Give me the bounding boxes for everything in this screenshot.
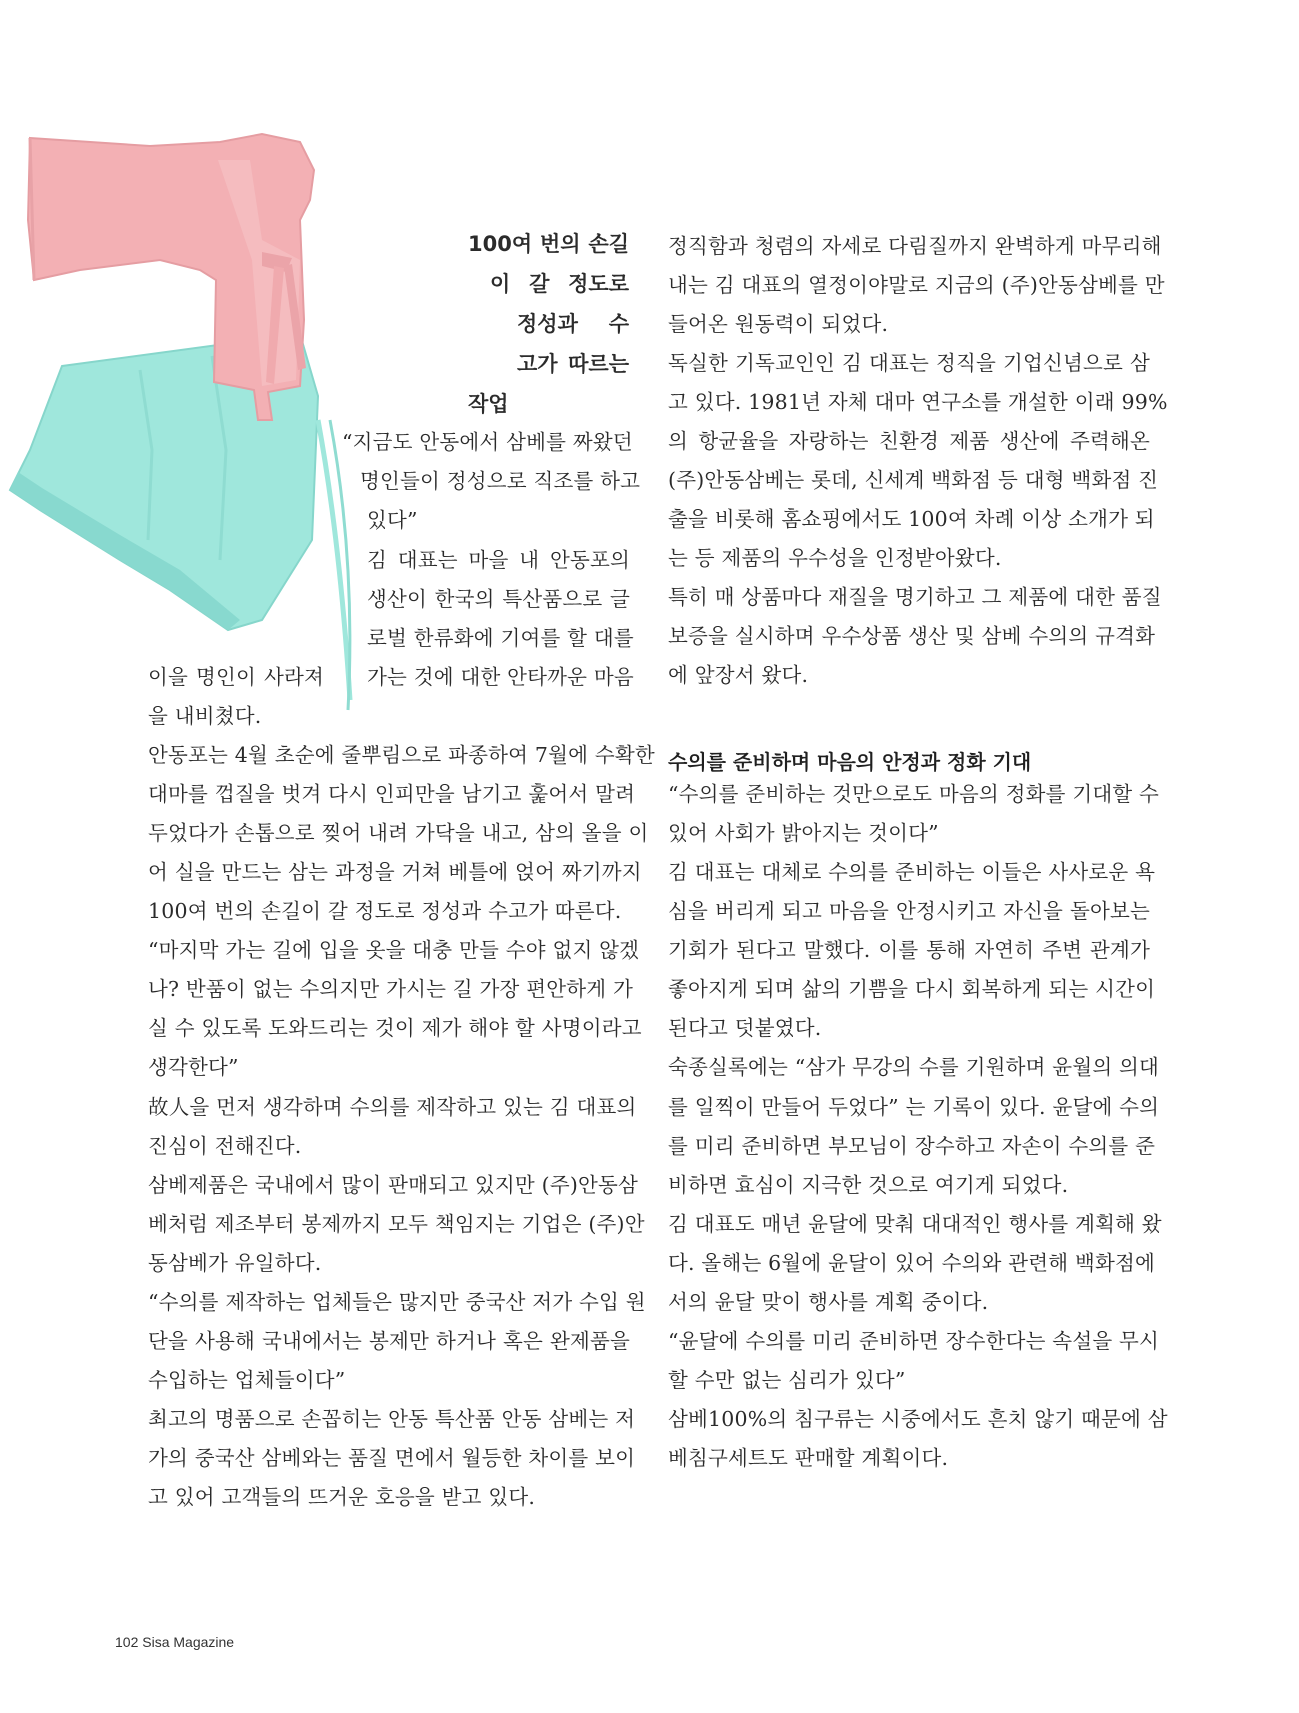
- left-line: 대마를 껍질을 벗겨 다시 인피만을 남기고 훑어서 말려: [148, 782, 636, 806]
- left-line: 어 실을 만드는 삼는 과정을 거쳐 베틀에 얹어 짜기까지: [148, 860, 642, 884]
- left-line: 동삼베가 유일하다.: [148, 1251, 322, 1275]
- right-line: 된다고 덧붙였다.: [668, 1016, 822, 1040]
- right-line: 에 앞장서 왔다.: [668, 663, 809, 687]
- right-line: 다. 올해는 6월에 윤달이 있어 수의와 관련해 백화점에: [668, 1251, 1156, 1275]
- right-line: 를 일찍이 만들어 두었다” 는 기록이 있다. 윤달에 수의: [668, 1095, 1160, 1119]
- left-line: 로벌 한류화에 기여를 할 대를: [367, 626, 634, 650]
- left-line: 가의 중국산 삼베와는 품질 면에서 월등한 차이를 보이: [148, 1446, 636, 1470]
- right-line: 를 미리 준비하면 부모님이 장수하고 자손이 수의를 준: [668, 1134, 1156, 1158]
- right-line: 기회가 된다고 말했다. 이를 통해 자연히 주변 관계가: [668, 938, 1150, 962]
- left-line: 故人을 먼저 생각하며 수의를 제작하고 있는 김 대표의: [148, 1095, 637, 1119]
- left-line: 김 대표는 마을 내 안동포의: [367, 548, 630, 572]
- right-line: 는 등 제품의 우수성을 인정받아왔다.: [668, 546, 1002, 570]
- pull-quote-line-5: 작업: [468, 392, 509, 416]
- left-line: 단을 사용해 국내에서는 봉제만 하거나 혹은 완제품을: [148, 1329, 630, 1353]
- left-line: 수입하는 업체들이다”: [148, 1368, 346, 1392]
- left-line: 고 있어 고객들의 뜨거운 호응을 받고 있다.: [148, 1485, 536, 1509]
- pull-quote-line-1: 100여 번의 손길: [468, 232, 629, 256]
- right-line: 비하면 효심이 지극한 것으로 여기게 되었다.: [668, 1173, 1069, 1197]
- left-line: 삼베제품은 국내에서 많이 판매되고 있지만 (주)안동삼: [148, 1173, 639, 1197]
- right-line: 정직함과 청렴의 자세로 다림질까지 완벽하게 마무리해: [668, 234, 1162, 258]
- left-line: “수의를 제작하는 업체들은 많지만 중국산 저가 수입 원: [148, 1290, 646, 1314]
- section-subhead: 수의를 준비하며 마음의 안정과 정화 기대: [668, 750, 1032, 774]
- right-line: 할 수만 없는 심리가 있다”: [668, 1368, 906, 1392]
- right-line: 서의 윤달 맞이 행사를 계획 중이다.: [668, 1290, 989, 1314]
- pull-quote-line-4: 고가 따르는: [517, 352, 629, 376]
- left-line: 안동포는 4월 초순에 줄뿌림으로 파종하여 7월에 수확한: [148, 743, 655, 767]
- left-line: 있다”: [367, 508, 418, 532]
- right-line: 독실한 기독교인인 김 대표는 정직을 기업신념으로 삼: [668, 351, 1150, 375]
- left-line: 나? 반품이 없는 수의지만 가시는 길 가장 편안하게 가: [148, 977, 633, 1001]
- left-line: 두었다가 손톱으로 찢어 내려 가닥을 내고, 삼의 올을 이: [148, 821, 649, 845]
- left-line: 100여 번의 손길이 갈 정도로 정성과 수고가 따른다.: [148, 899, 622, 923]
- left-line: 생각한다”: [148, 1055, 239, 1079]
- right-line: 내는 김 대표의 열정이야말로 지금의 (주)안동삼베를 만: [668, 273, 1165, 297]
- right-line: (주)안동삼베는 롯데, 신세계 백화점 등 대형 백화점 진: [668, 468, 1159, 492]
- right-line: 김 대표는 대체로 수의를 준비하는 이들은 사사로운 욕: [668, 860, 1156, 884]
- left-line: 진심이 전해진다.: [148, 1134, 302, 1158]
- right-line: 숙종실록에는 “삼가 무강의 수를 기원하며 윤월의 의대: [668, 1055, 1160, 1079]
- right-line: 있어 사회가 밝아지는 것이다”: [668, 821, 939, 845]
- pull-quote-line-3: 정성과 수: [517, 312, 629, 336]
- right-line: 보증을 실시하며 우수상품 생산 및 삼베 수의의 규격화: [668, 624, 1156, 648]
- right-line: 의 항균율을 자랑하는 친환경 제품 생산에 주력해온: [668, 429, 1150, 453]
- right-line: 좋아지게 되며 삶의 기쁨을 다시 회복하게 되는 시간이: [668, 977, 1156, 1001]
- left-line: 을 내비쳤다.: [148, 704, 262, 728]
- right-line: 삼베100%의 침구류는 시중에서도 흔치 않기 때문에 삼: [668, 1407, 1168, 1431]
- left-line: “지금도 안동에서 삼베를 짜왔던: [342, 430, 633, 454]
- mint-skirt-shape: [10, 334, 350, 710]
- right-line: 들어온 원동력이 되었다.: [668, 312, 889, 336]
- left-line: 최고의 명품으로 손꼽히는 안동 특산품 안동 삼베는 저: [148, 1407, 636, 1431]
- left-line: 명인들이 정성으로 직조를 하고: [360, 469, 641, 493]
- right-line: “윤달에 수의를 미리 준비하면 장수한다는 속설을 무시: [668, 1329, 1160, 1353]
- right-line: 특히 매 상품마다 재질을 명기하고 그 제품에 대한 품질: [668, 585, 1162, 609]
- left-line: 생산이 한국의 특산품으로 글: [367, 587, 630, 611]
- pull-quote-line-2: 이 갈 정도로: [490, 272, 629, 296]
- left-line: 이을 명인이 사라져: [148, 665, 324, 689]
- right-line: 김 대표도 매년 윤달에 맞춰 대대적인 행사를 계획해 왔: [668, 1212, 1162, 1236]
- left-line: 실 수 있도록 도와드리는 것이 제가 해야 할 사명이라고: [148, 1016, 642, 1040]
- left-line: 가는 것에 대한 안타까운 마음: [367, 665, 634, 689]
- right-line: 출을 비롯해 홈쇼핑에서도 100여 차례 이상 소개가 되: [668, 507, 1155, 531]
- left-line: “마지막 가는 길에 입을 옷을 대충 만들 수야 없지 않겠: [148, 938, 640, 962]
- right-line: “수의를 준비하는 것만으로도 마음의 정화를 기대할 수: [668, 782, 1160, 806]
- right-line: 심을 버리게 되고 마음을 안정시키고 자신을 돌아보는: [668, 899, 1150, 923]
- left-line: 베처럼 제조부터 봉제까지 모두 책임지는 기업은 (주)안: [148, 1212, 645, 1236]
- right-line: 베침구세트도 판매할 계획이다.: [668, 1446, 949, 1470]
- right-line: 고 있다. 1981년 자체 대마 연구소를 개설한 이래 99%: [668, 390, 1168, 414]
- page-folio: 102 Sisa Magazine: [115, 1634, 235, 1650]
